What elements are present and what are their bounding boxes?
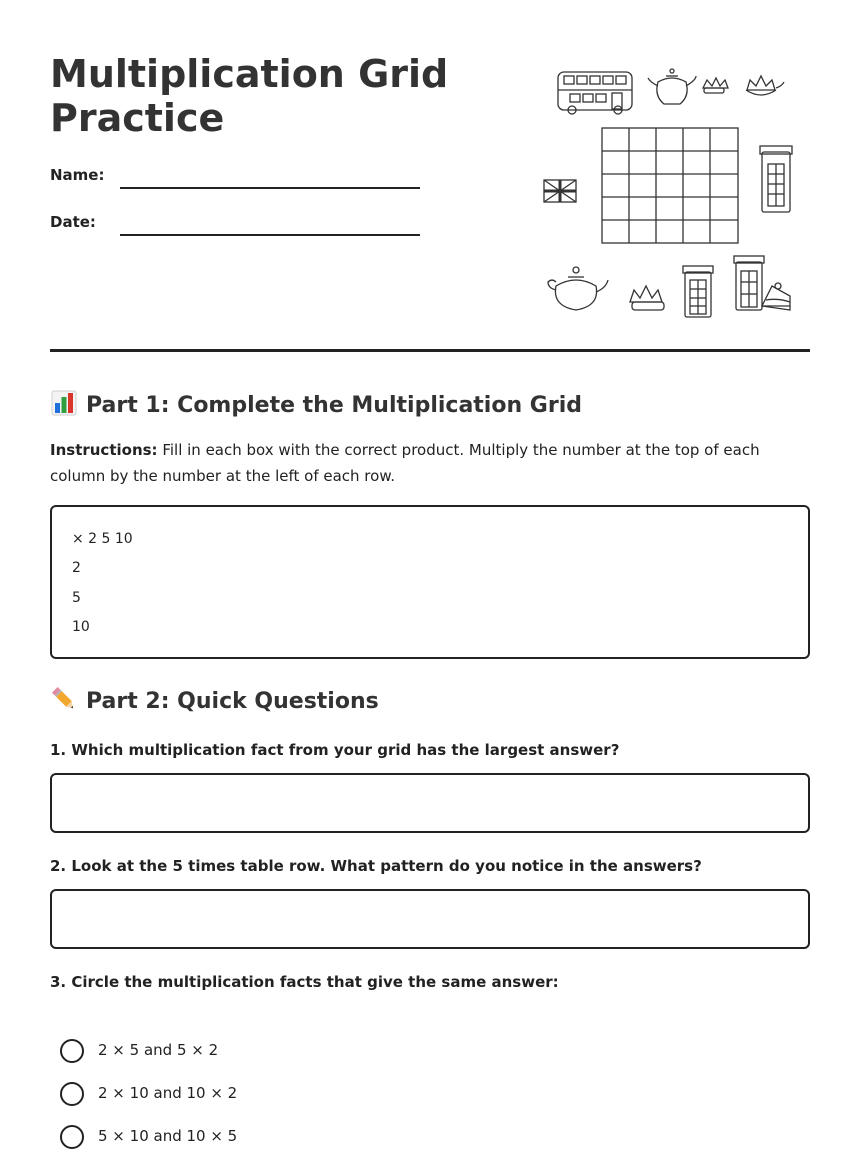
grid-row-label: 5 (72, 590, 81, 606)
teapot-icon (648, 69, 696, 104)
option-circle[interactable] (60, 1082, 84, 1106)
header-divider (50, 349, 810, 352)
grid-row-label: 10 (72, 619, 90, 635)
question-1: 1. Which multiplication fact from your grid has the largest answer? (50, 741, 620, 759)
option-label: 2 × 10 and 10 × 2 (98, 1084, 238, 1102)
part1-title: Part 1: Complete the Multiplication Grid (86, 393, 582, 418)
question-2: 2. Look at the 5 times table row. What pattern do you notice in the answers? (50, 857, 702, 875)
instructions-text: Fill in each box with the correct product. Multiply the number at the top of each column by the number at the left of each row. (50, 441, 760, 485)
bar-chart-icon (50, 389, 78, 417)
bus-icon (558, 72, 632, 114)
london-clipart (540, 60, 800, 325)
pencil-icon (50, 685, 78, 713)
question-3: 3. Circle the multiplication facts that give the same answer: (50, 973, 559, 991)
title-line-2: Practice (50, 96, 225, 140)
part2-heading (50, 685, 379, 717)
option-circle[interactable] (60, 1125, 84, 1149)
answer-box-2[interactable] (50, 889, 810, 949)
worksheet-title (50, 52, 490, 140)
part2-title: Part 2: Quick Questions (86, 689, 379, 714)
grid-row-label: 2 (72, 560, 81, 576)
option-circle[interactable] (60, 1039, 84, 1063)
crown-icon (703, 78, 728, 93)
phone-box-icon (760, 146, 792, 212)
teapot-icon (548, 267, 608, 310)
instructions-label: Instructions: (50, 441, 158, 459)
crown-icon (630, 286, 664, 310)
part1-heading (50, 389, 582, 421)
crown-icon (746, 76, 784, 95)
multiplication-grid (50, 505, 810, 659)
answer-box-1[interactable] (50, 773, 810, 833)
option-label: 5 × 10 and 10 × 5 (98, 1127, 238, 1145)
date-label: Date: (50, 213, 96, 231)
name-field[interactable] (120, 187, 420, 189)
title-line-1: Multiplication Grid (50, 52, 449, 96)
phone-box-icon (734, 256, 764, 310)
option-label: 2 × 5 and 5 × 2 (98, 1041, 219, 1059)
instructions (50, 437, 810, 489)
date-field[interactable] (120, 234, 420, 236)
name-label: Name: (50, 166, 105, 184)
cake-icon (762, 283, 790, 310)
phone-box-icon (683, 266, 713, 317)
grid-icon (602, 128, 738, 243)
grid-header-row: × 2 5 10 (72, 531, 133, 547)
union-flag-icon (544, 180, 576, 202)
